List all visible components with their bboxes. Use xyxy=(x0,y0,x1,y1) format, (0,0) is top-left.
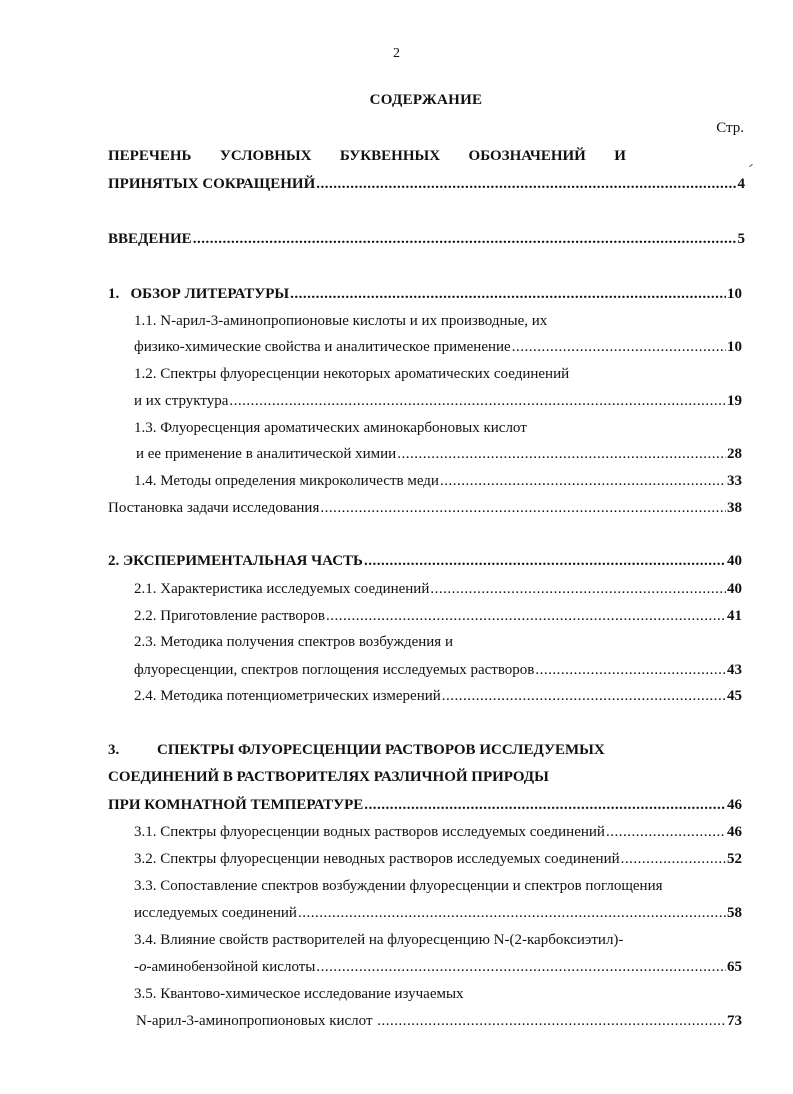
toc-entry-text: 1. ОБЗОР ЛИТЕРАТУРЫ xyxy=(108,286,290,302)
toc-entry-text: ПРИНЯТЫХ СОКРАЩЕНИЙ xyxy=(108,176,316,192)
page-column-label: Стр. xyxy=(716,120,744,136)
toc-entry-text: физико-химические свойства и аналитическое применение xyxy=(134,339,511,355)
toc-entry-text xyxy=(134,957,315,977)
toc-page-number: 58 xyxy=(727,905,742,921)
text-fragment: - xyxy=(134,959,139,975)
toc-page-number: 40 xyxy=(727,553,742,569)
toc-section-3-2 xyxy=(134,849,742,869)
toc-page-number: 40 xyxy=(727,581,742,597)
toc-page-number: 43 xyxy=(727,662,742,678)
toc-page-number: 10 xyxy=(727,286,742,302)
toc-entry-text: и ее применение в аналитической химии xyxy=(136,446,397,462)
page-number: 2 xyxy=(393,46,400,61)
toc-page-number: 73 xyxy=(727,1013,742,1029)
dot-leader xyxy=(430,579,726,599)
abbr-word: УСЛОВНЫХ xyxy=(219,148,312,164)
toc-section-1-4 xyxy=(134,471,742,491)
toc-entry-text: флуоресценции, спектров поглощения исследуемых растворов xyxy=(134,662,535,678)
toc-page-number: 33 xyxy=(727,473,742,489)
toc-entry-text: 1.4. Методы определения микроколичеств меди xyxy=(134,473,439,489)
toc-section-1-1-line1: 1.1. N-арил-3-аминопропионовые кислоты и их производные, их xyxy=(134,313,548,329)
toc-entry-text: и их структура xyxy=(134,393,229,409)
toc-page-number: 41 xyxy=(727,608,742,624)
abbr-word: ПЕРЕЧЕНЬ xyxy=(108,148,192,164)
toc-section-1-3-line2 xyxy=(136,444,742,464)
toc-chapter-3-title-line2: СОЕДИНЕНИЙ В РАСТВОРИТЕЛЯХ РАЗЛИЧНОЙ ПРИРОДЫ xyxy=(108,769,549,785)
toc-section-3-5-line2 xyxy=(136,1011,742,1031)
toc-section-2-3-line2 xyxy=(134,660,742,680)
dot-leader xyxy=(193,229,737,249)
toc-entry-text: 2.4. Методика потенциометрических измерений xyxy=(134,688,441,704)
toc-page-number: 19 xyxy=(727,393,742,409)
dot-leader xyxy=(229,391,726,411)
page-title: СОДЕРЖАНИЕ xyxy=(369,92,483,108)
toc-entry-text: ВВЕДЕНИЕ xyxy=(108,231,192,247)
toc-page-number: 46 xyxy=(727,824,742,840)
toc-section-3-3-line2 xyxy=(134,903,742,923)
toc-page-number: 52 xyxy=(727,851,742,867)
toc-entry-text: 2.2. Приготовление растворов xyxy=(134,608,325,624)
dot-leader xyxy=(290,284,726,304)
toc-chapter-3-number: 3. xyxy=(108,742,120,758)
abbr-word: ОБОЗНАЧЕНИЙ xyxy=(468,148,586,164)
toc-introduction xyxy=(108,229,745,249)
toc-chapter-2 xyxy=(108,551,742,571)
toc-section-3-4-line2 xyxy=(134,957,742,977)
toc-entry-text: исследуемых соединений xyxy=(134,905,297,921)
toc-page-number: 4 xyxy=(737,176,745,192)
toc-page-number: 46 xyxy=(727,797,742,813)
toc-page-number: 10 xyxy=(727,339,742,355)
toc-section-2-1 xyxy=(134,579,742,599)
toc-section-1-3-line1: 1.3. Флуоресценция ароматических аминокарбоновых кислот xyxy=(134,420,527,436)
toc-entry-text: 3.2. Спектры флуоресценции неводных растворов исследуемых соединений xyxy=(134,851,620,867)
toc-entry-text: Постановка задачи исследования xyxy=(108,500,320,516)
dot-leader xyxy=(298,903,726,923)
toc-section-2-2 xyxy=(134,606,742,626)
toc-section-3-3-line1: 3.3. Сопоставление спектров возбуждении флуоресценции и спектров поглощения xyxy=(134,878,663,894)
dot-leader xyxy=(397,444,726,464)
toc-abbreviations-line1 xyxy=(108,146,626,166)
toc-entry-text: 2.1. Характеристика исследуемых соединений xyxy=(134,581,430,597)
italic-prefix: о xyxy=(139,959,147,975)
dot-leader xyxy=(442,686,726,706)
toc-section-3-4-line1: 3.4. Влияние свойств растворителей на флуоресценцию N-(2-карбоксиэтил)- xyxy=(134,932,624,948)
dot-leader xyxy=(606,822,726,842)
toc-section-2-4 xyxy=(134,686,742,706)
toc-entry-text: 3.1. Спектры флуоресценции водных растворов исследуемых соединений xyxy=(134,824,605,840)
dot-leader xyxy=(621,849,726,869)
dot-leader xyxy=(535,660,726,680)
dot-leader xyxy=(316,957,726,977)
dot-leader xyxy=(320,498,726,518)
dot-leader xyxy=(377,1011,726,1031)
toc-page-number: 38 xyxy=(727,500,742,516)
toc-page-number: 45 xyxy=(727,688,742,704)
toc-section-1-1-line2 xyxy=(134,337,742,357)
toc-chapter-3-title-line3 xyxy=(108,795,742,815)
abbr-word: И xyxy=(614,148,626,164)
toc-chapter-1 xyxy=(108,284,742,304)
toc-section-1-2-line1: 1.2. Спектры флуоресценции некоторых ароматических соединений xyxy=(134,366,570,382)
dot-leader xyxy=(512,337,726,357)
dot-leader xyxy=(316,174,736,194)
dot-leader xyxy=(440,471,726,491)
toc-task-statement xyxy=(108,498,742,518)
toc-page-number: 65 xyxy=(727,959,742,975)
toc-page-number: 28 xyxy=(727,446,742,462)
toc-section-3-5-line1: 3.5. Квантово-химическое исследование изучаемых xyxy=(134,986,464,1002)
toc-entry-text: N-арил-3-аминопропионовых кислот xyxy=(136,1013,377,1029)
dot-leader xyxy=(364,551,726,571)
toc-entry-text: ПРИ КОМНАТНОЙ ТЕМПЕРАТУРЕ xyxy=(108,797,364,813)
toc-section-2-3-line1: 2.3. Методика получения спектров возбуждения и xyxy=(134,634,453,650)
dot-leader xyxy=(364,795,726,815)
text-fragment: -аминобензойной кислоты xyxy=(146,959,316,975)
toc-section-3-1 xyxy=(134,822,742,842)
abbr-word: БУКВЕННЫХ xyxy=(339,148,441,164)
toc-page-number: 5 xyxy=(737,231,745,247)
toc-chapter-3-title-line1: СПЕКТРЫ ФЛУОРЕСЦЕНЦИИ РАСТВОРОВ ИССЛЕДУЕМЫХ xyxy=(157,742,605,758)
toc-abbreviations-line2 xyxy=(108,174,745,194)
toc-entry-text: 2. ЭКСПЕРИМЕНТАЛЬНАЯ ЧАСТЬ xyxy=(108,553,363,569)
toc-section-1-2-line2 xyxy=(134,391,742,411)
dot-leader xyxy=(326,606,726,626)
